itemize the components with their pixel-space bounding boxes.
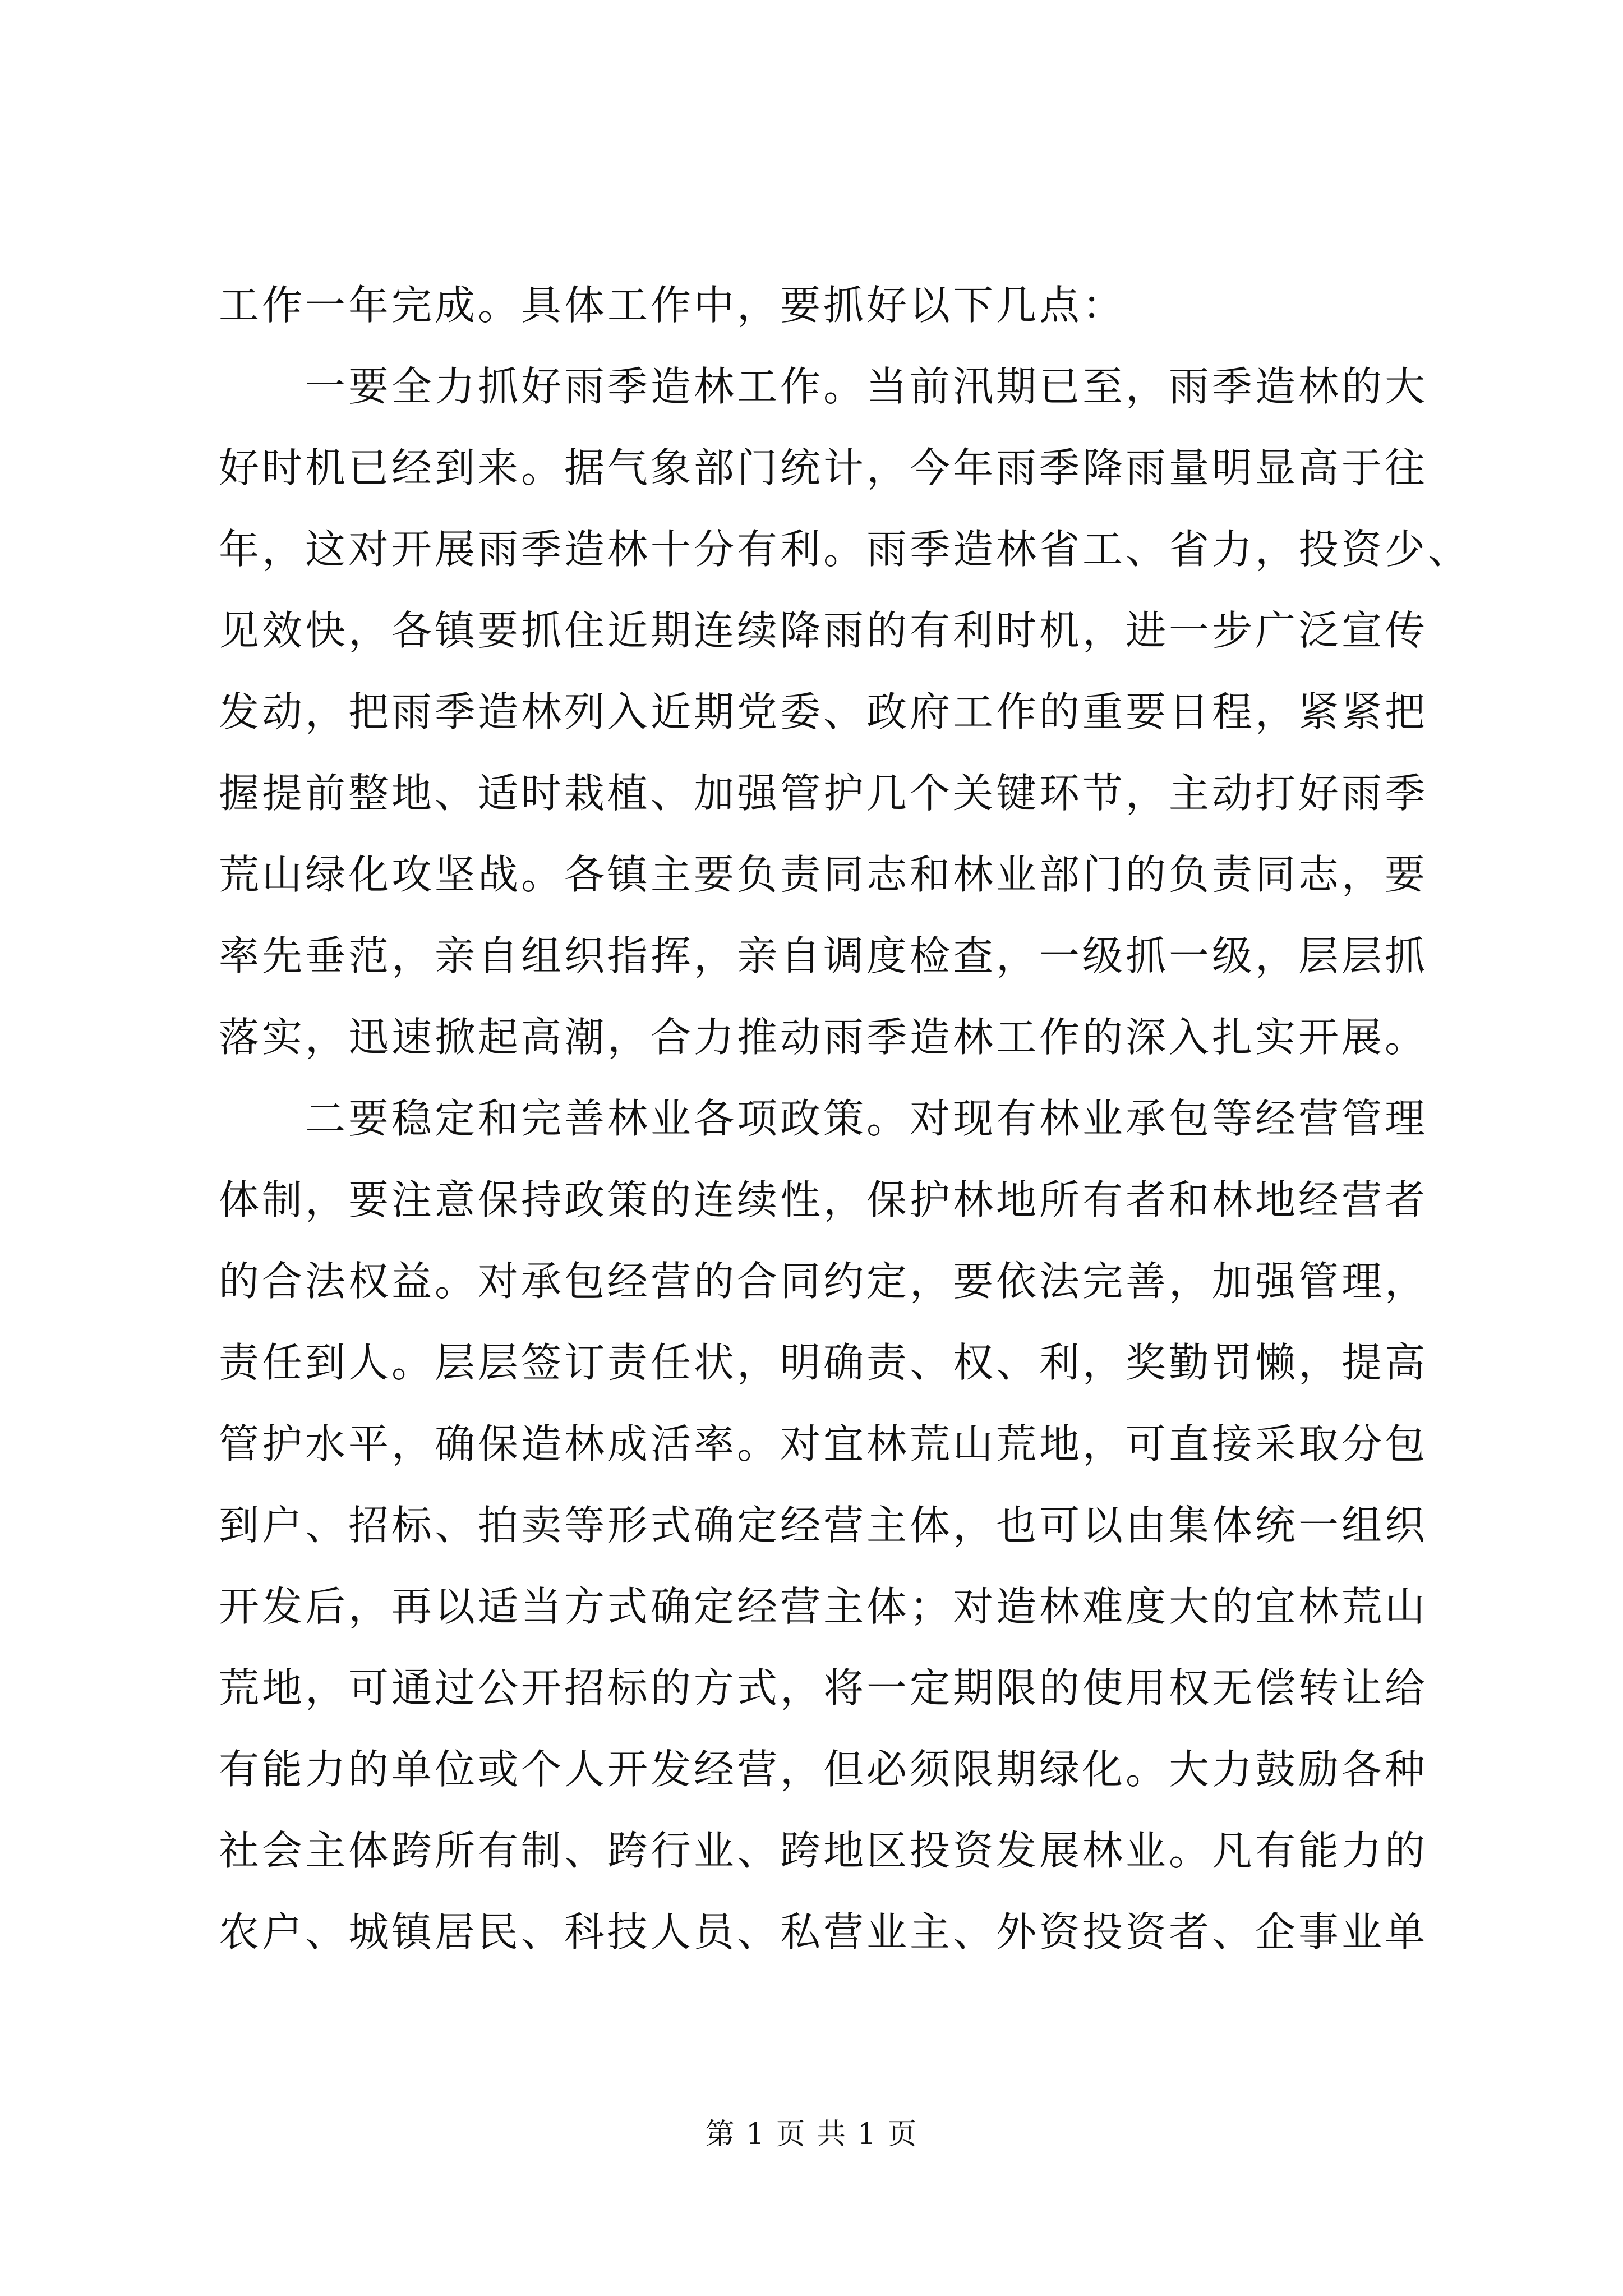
text-line: 到户、招标、拍卖等形式确定经营主体，也可以由集体统一组织 bbox=[219, 1502, 1428, 1549]
text-line: 荒地，可通过公开招标的方式，将一定期限的使用权无偿转让给 bbox=[219, 1664, 1428, 1711]
text-line: 发动，把雨季造林列入近期党委、政府工作的重要日程，紧紧把 bbox=[219, 688, 1428, 735]
text-line: 见效快，各镇要抓住近期连续降雨的有利时机，进一步广泛宣传 bbox=[219, 607, 1428, 654]
document-body bbox=[219, 265, 1472, 1973]
paragraph-2-start: 二要稳定和完善林业各项政策。对现有林业承包等经营管理 bbox=[305, 1095, 1428, 1142]
paragraph-1-start: 一要全力抓好雨季造林工作。当前汛期已至，雨季造林的大 bbox=[305, 363, 1428, 410]
text-line: 开发后，再以适当方式确定经营主体；对造林难度大的宜林荒山 bbox=[219, 1583, 1428, 1630]
text-line: 有能力的单位或个人开发经营，但必须限期绿化。大力鼓励各种 bbox=[219, 1746, 1428, 1793]
text-line: 工作一年完成。具体工作中，要抓好以下几点： bbox=[219, 282, 1126, 329]
text-line: 责任到人。层层签订责任状，明确责、权、利，奖勤罚懒，提高 bbox=[219, 1339, 1428, 1386]
text-line: 的合法权益。对承包经营的合同约定，要依法完善，加强管理， bbox=[219, 1258, 1428, 1305]
text-line: 农户、城镇居民、科技人员、私营业主、外资投资者、企事业单 bbox=[219, 1908, 1428, 1955]
text-line: 握提前整地、适时栽植、加强管护几个关键环节，主动打好雨季 bbox=[219, 770, 1428, 817]
text-line: 社会主体跨所有制、跨行业、跨地区投资发展林业。凡有能力的 bbox=[219, 1827, 1428, 1874]
text-line: 荒山绿化攻坚战。各镇主要负责同志和林业部门的负责同志，要 bbox=[219, 851, 1428, 898]
text-line: 落实，迅速掀起高潮，合力推动雨季造林工作的深入扎实开展。 bbox=[219, 1014, 1428, 1061]
page-footer: 第 1 页 共 1 页 bbox=[705, 2118, 918, 2151]
text-line: 率先垂范，亲自组织指挥，亲自调度检查，一级抓一级，层层抓 bbox=[219, 932, 1428, 979]
text-line: 体制，要注意保持政策的连续性，保护林地所有者和林地经营者 bbox=[219, 1176, 1428, 1223]
text-line: 好时机已经到来。据气象部门统计，今年雨季降雨量明显高于往 bbox=[219, 444, 1428, 491]
text-line: 年，这对开展雨季造林十分有利。雨季造林省工、省力，投资少、 bbox=[219, 526, 1472, 573]
text-line: 管护水平，确保造林成活率。对宜林荒山荒地，可直接采取分包 bbox=[219, 1420, 1428, 1467]
